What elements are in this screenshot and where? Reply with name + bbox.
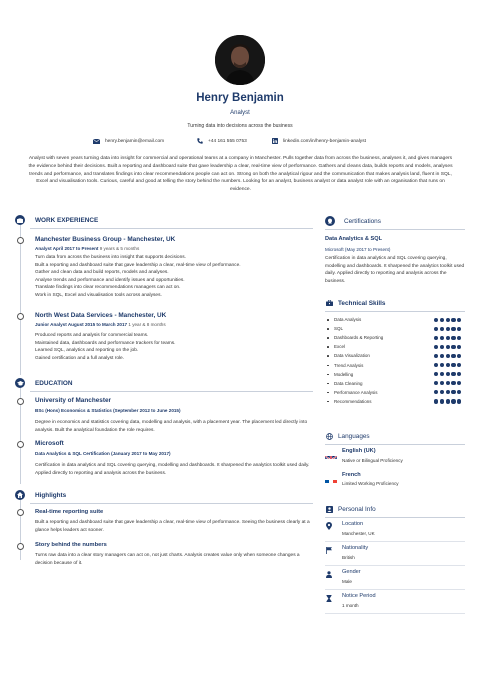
skill-level-rating [434,390,463,394]
skill-level-rating [434,327,463,331]
highlight-description: Turns raw data into a clear story managers can act on, not just charts. Analysis creates value only when someone changes a decision because of it. [35,553,300,566]
divider [325,565,465,566]
skill-row [325,380,465,388]
hourglass-icon [325,594,333,602]
timeline-dot [17,398,24,405]
personal-label: Location [342,521,364,527]
skill-name: Data Visualization [334,353,370,359]
rating-dot [434,318,438,322]
rating-dot [457,381,461,385]
rating-dot [434,363,438,367]
highlight-description: Built a reporting and dashboard suite that gave leadership a clear, real-time view of performance. Seeing the business clearly at a glance helps leaders act sooner. [35,520,310,533]
rating-dot [434,399,438,403]
certification-description: Certification in data analytics and SQL covering querying, modelling and dashboards. It sharpened the analytics toolkit used daily. Applied directly to reporting and analysis across the business. [325,256,465,284]
rating-dot [434,354,438,358]
skill-name: Recommendations [334,398,372,404]
highlight-title: Story behind the numbers [35,542,107,548]
graduation-cap-icon [15,378,25,388]
rating-dot [446,345,450,349]
rating-dot [434,381,438,385]
skill-row [325,398,465,406]
section-divider [30,391,313,392]
skill-name: Dashboards & Reporting [334,335,384,341]
globe-icon [325,432,333,440]
rating-dot [434,336,438,340]
bullet-icon [327,374,329,376]
contact-phone[interactable] [196,138,247,144]
skill-name: Data Cleaning [334,380,363,386]
id-card-icon [325,505,333,513]
timeline-dot [17,543,24,550]
rating-dot [434,372,438,376]
rating-dot [457,399,461,403]
section-divider [325,517,465,518]
france-flag-icon [325,475,337,483]
skill-row [325,325,465,333]
candidate-title: Analyst [230,110,250,116]
rating-dot [446,327,450,331]
rating-dot [457,372,461,376]
skill-level-rating [434,363,463,367]
education-school: University of Manchester [35,397,112,404]
certification-issuer: Microsoft (May 2017 to Present) [325,247,391,252]
job-bullets [35,332,176,362]
rating-dot [451,390,455,394]
job-duration: 1 year & 8 months [128,322,166,327]
section-divider [325,311,465,312]
list-item: Maintained data, dashboards and performance trackers for teams. [35,340,176,346]
rating-dot [446,390,450,394]
timeline-dot [17,441,24,448]
rating-dot [440,390,444,394]
skill-level-rating [434,318,463,322]
bullet-icon [327,392,329,394]
phone-text: +44 161 555 0753 [208,138,247,144]
rating-dot [440,363,444,367]
toolbox-icon [325,299,333,307]
list-item: Gained certification and a full analyst role. [35,355,125,361]
rating-dot [451,318,455,322]
rating-dot [457,336,461,340]
skill-name: Excel [334,344,346,350]
rating-dot [446,372,450,376]
bullet-icon [327,355,329,357]
bullet-icon [327,401,329,403]
rating-dot [446,399,450,403]
rating-dot [440,381,444,385]
rating-dot [434,345,438,349]
skill-row [325,316,465,324]
bullet-icon [327,365,329,367]
rating-dot [440,336,444,340]
rating-dot [440,327,444,331]
rating-dot [446,354,450,358]
section-divider [30,503,313,504]
bullet-icon [327,346,329,348]
skill-row [325,343,465,351]
profile-photo [215,35,265,85]
rating-dot [457,363,461,367]
bullet-icon [327,328,329,330]
uk-flag-icon [325,451,337,459]
education-degree: BSc (Hons) Economics & Statistics (September 2012 to June 2015) [35,408,181,413]
location-pin-icon [325,522,333,530]
divider [325,589,465,590]
personal-value: British [342,555,355,560]
skill-name: Trend Analysis [334,362,364,368]
rating-dot [446,318,450,322]
bullet-icon [327,319,329,321]
email-icon [93,138,100,144]
highlights-heading: Highlights [35,492,67,499]
rating-dot [446,336,450,340]
tagline: Turning data into decisions across the business [187,123,293,129]
phone-icon [196,138,203,144]
rating-dot [451,399,455,403]
job-role-dates [35,322,166,327]
rating-dot [457,345,461,349]
skill-row [325,362,465,370]
list-item: Work in SQL, Excel and visualisation tools across analyses. [35,292,162,298]
contact-linkedin[interactable] [271,138,366,144]
rating-dot [451,345,455,349]
education-heading: EDUCATION [35,380,73,387]
personal-label: Nationality [342,545,369,551]
profile-summary: Analyst with seven years turning data into insight for commercial and operational teams at a company in Manchester. Pulls together data from across the business, analyses it, and gives managers the evidence behind their decisions. Built a reporting and dashboard suite that gave leadership a clear, real-time view of performance. Gathers and cleans data, builds reports and models, analyses trends and performance, and translates findings into clear recommendations people can act on. Strong on both the analytical rigour and the communication that makes analysis land, fluent in SQL, Excel and visualisation tools. Curious, careful and good at telling the story behind the numbers. Looking for an analyst, business analyst or data analyst role with an organisation that runs on evidence. [28,156,453,193]
flag-icon [325,546,333,554]
role-dates: Junior Analyst August 2015 to March 2017 [35,322,128,327]
skill-name: Modelling [334,371,354,377]
language-name: English (UK) [342,448,376,454]
job-title: Manchester Business Group - Manchester, UK [35,236,176,243]
briefcase-icon [15,215,25,225]
rating-dot [434,327,438,331]
linkedin-icon [271,138,278,144]
rating-dot [457,390,461,394]
rating-dot [446,363,450,367]
rating-dot [451,354,455,358]
rating-dot [451,327,455,331]
list-item: Produced reports and analysis for commercial teams. [35,333,149,338]
personal-value: 1 month [342,603,359,608]
skill-level-rating [434,372,463,376]
skill-level-rating [434,345,463,349]
highlight-title: Real-time reporting suite [35,509,104,515]
language-level: Native or Bilingual Proficiency [342,458,403,463]
rating-dot [446,381,450,385]
education-description: Certification in data analytics and SQL covering querying, modelling and dashboards. It sharpened the analytics toolkit used daily. Applied directly to reporting and analysis across the business. [35,463,310,476]
list-item: Gather and clean data and build reports, models and analyses. [35,270,169,276]
contact-email[interactable] [93,138,164,144]
timeline-dot [17,237,24,244]
rating-dot [451,336,455,340]
skill-level-rating [434,381,463,385]
skill-row [325,371,465,379]
skill-level-rating [434,354,463,358]
personal-heading: Personal Info [338,506,376,513]
education-school: Microsoft [35,440,64,447]
personal-label: Notice Period [342,593,376,599]
skill-name: SQL [334,326,344,332]
personal-value: Male [342,579,352,584]
skill-row [325,334,465,342]
rating-dot [451,363,455,367]
job-role-dates [35,246,139,251]
rating-dot [457,354,461,358]
skill-row [325,389,465,397]
list-item: Turn data from across the business into insight that supports decisions. [35,255,187,260]
job-duration: 9 years & 5 months [99,246,140,251]
section-divider [325,229,465,230]
linkedin-text: linkedin.com/in/henry-benjamin-analyst [283,138,366,144]
list-item: Analyse trends and performance and identify issues and opportunities. [35,277,185,283]
role-dates: Analyst April 2017 to Present [35,246,99,251]
certification-name: Data Analytics & SQL [325,236,382,242]
personal-value: Manchester, UK [342,531,375,536]
skills-heading: Technical Skills [338,300,386,307]
skill-row [325,352,465,360]
personal-label: Gender [342,569,361,575]
skill-level-rating [434,336,463,340]
certifications-heading: Certifications [344,218,381,225]
rating-dot [440,354,444,358]
divider [325,613,465,614]
rating-dot [457,327,461,331]
section-divider [325,444,465,445]
list-item: Built a reporting and dashboard suite that gave leadership a clear, real-time view of performance. [35,262,241,268]
rating-dot [434,390,438,394]
skill-name: Data Analysis [334,317,362,322]
rating-dot [440,372,444,376]
skill-name: Performance Analysis [334,389,378,395]
bullet-icon [327,337,329,339]
rating-dot [457,318,461,322]
certificate-icon [325,216,335,226]
candidate-name: Henry Benjamin [196,92,284,104]
divider [325,541,465,542]
rating-dot [451,372,455,376]
bullet-icon [327,383,329,385]
job-title: North West Data Services - Manchester, UK [35,312,167,319]
rating-dot [440,345,444,349]
timeline-dot [17,313,24,320]
education-degree: Data Analytics & SQL Certification (January 2017 to May 2017) [35,451,171,456]
skill-level-rating [434,399,463,403]
list-item: Translate findings into clear recommendations managers can act on. [35,285,181,291]
list-item: Learned SQL, analytics and reporting on the job. [35,348,139,354]
timeline-dot [17,509,24,516]
language-level: Limited Working Proficiency [342,481,399,486]
languages-heading: Languages [338,433,370,440]
contact-bar [0,138,480,148]
language-name: French [342,472,361,478]
job-bullets [35,254,241,300]
email-text: henry.benjamin@email.com [105,138,165,144]
home-icon [15,490,25,500]
education-description: Degree in economics and statistics covering data, modelling and analysis, with a placement year. The placement led directly into analysis. Built the analytical foundation the role requires. [35,420,308,433]
rating-dot [451,381,455,385]
rating-dot [440,318,444,322]
timeline-line [20,225,21,375]
person-icon [325,570,333,578]
section-divider [30,228,313,229]
experience-heading: WORK EXPERIENCE [35,217,99,224]
rating-dot [440,399,444,403]
